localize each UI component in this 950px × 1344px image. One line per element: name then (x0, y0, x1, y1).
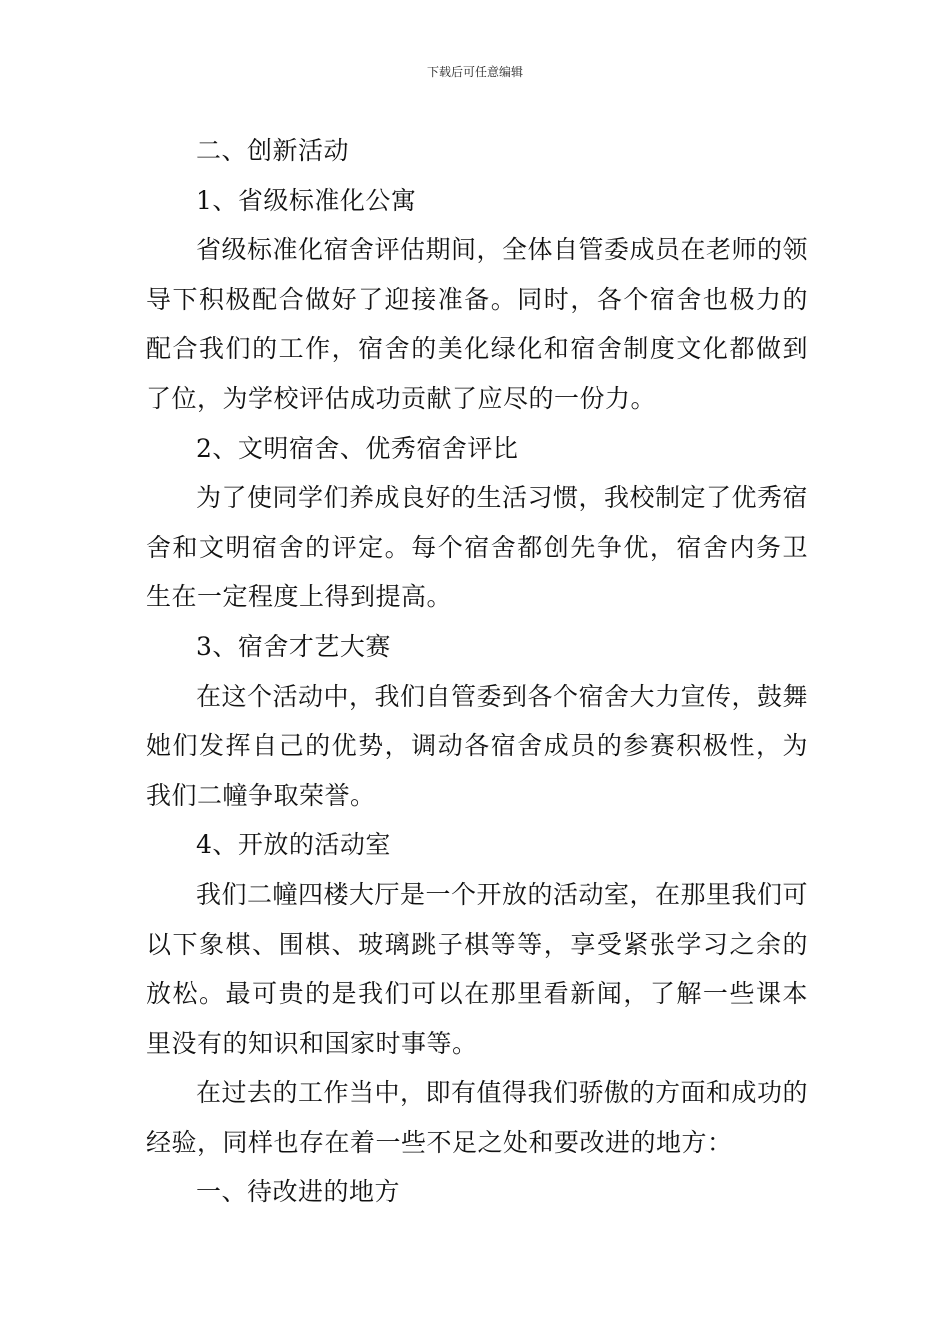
subheading-dorm-selection: 2、文明宿舍、优秀宿舍评比 (196, 433, 519, 463)
document-body (146, 126, 808, 1217)
paragraph-summary: 在过去的工作当中，即有值得我们骄傲的方面和成功的经验，同样也存在着一些不足之处和要改进的地方： (146, 1078, 809, 1157)
page-header-note: 下载后可任意编辑 (426, 65, 523, 79)
paragraph-provincial-evaluation: 省级标准化宿舍评估期间，全体自管委成员在老师的领导下积极配合做好了迎接准备。同时，各个宿舍也极力的配合我们的工作，宿舍的美化绿化和宿舍制度文化都做到了位，为学校评估成功贡献了应尽的一份力。 (146, 235, 809, 413)
paragraph-talent-contest: 在这个活动中，我们自管委到各个宿舍大力宣传，鼓舞她们发挥自己的优势，调动各宿舍成员的参赛积极性，为我们二幢争取荣誉。 (146, 681, 809, 810)
section-heading-innovation: 二、创新活动 (196, 136, 350, 165)
paragraph-dorm-selection: 为了使同学们养成良好的生活习惯，我校制定了优秀宿舍和文明宿舍的评定。每个宿舍都创先争优，宿舍内务卫生在一定程度上得到提高。 (146, 483, 809, 612)
subheading-provincial-apartment: 1、省级标准化公寓 (196, 185, 417, 215)
paragraph-activity-room: 我们二幢四楼大厅是一个开放的活动室，在那里我们可以下象棋、围棋、玻璃跳子棋等等，享受紧张学习之余的放松。最可贵的是我们可以在那里看新闻，了解一些课本里没有的知识和国家时事等。 (146, 879, 809, 1058)
subheading-activity-room: 4、开放的活动室 (196, 830, 391, 860)
subheading-talent-contest: 3、宿舍才艺大赛 (196, 631, 391, 661)
section-heading-improvements: 一、待改进的地方 (196, 1177, 401, 1207)
